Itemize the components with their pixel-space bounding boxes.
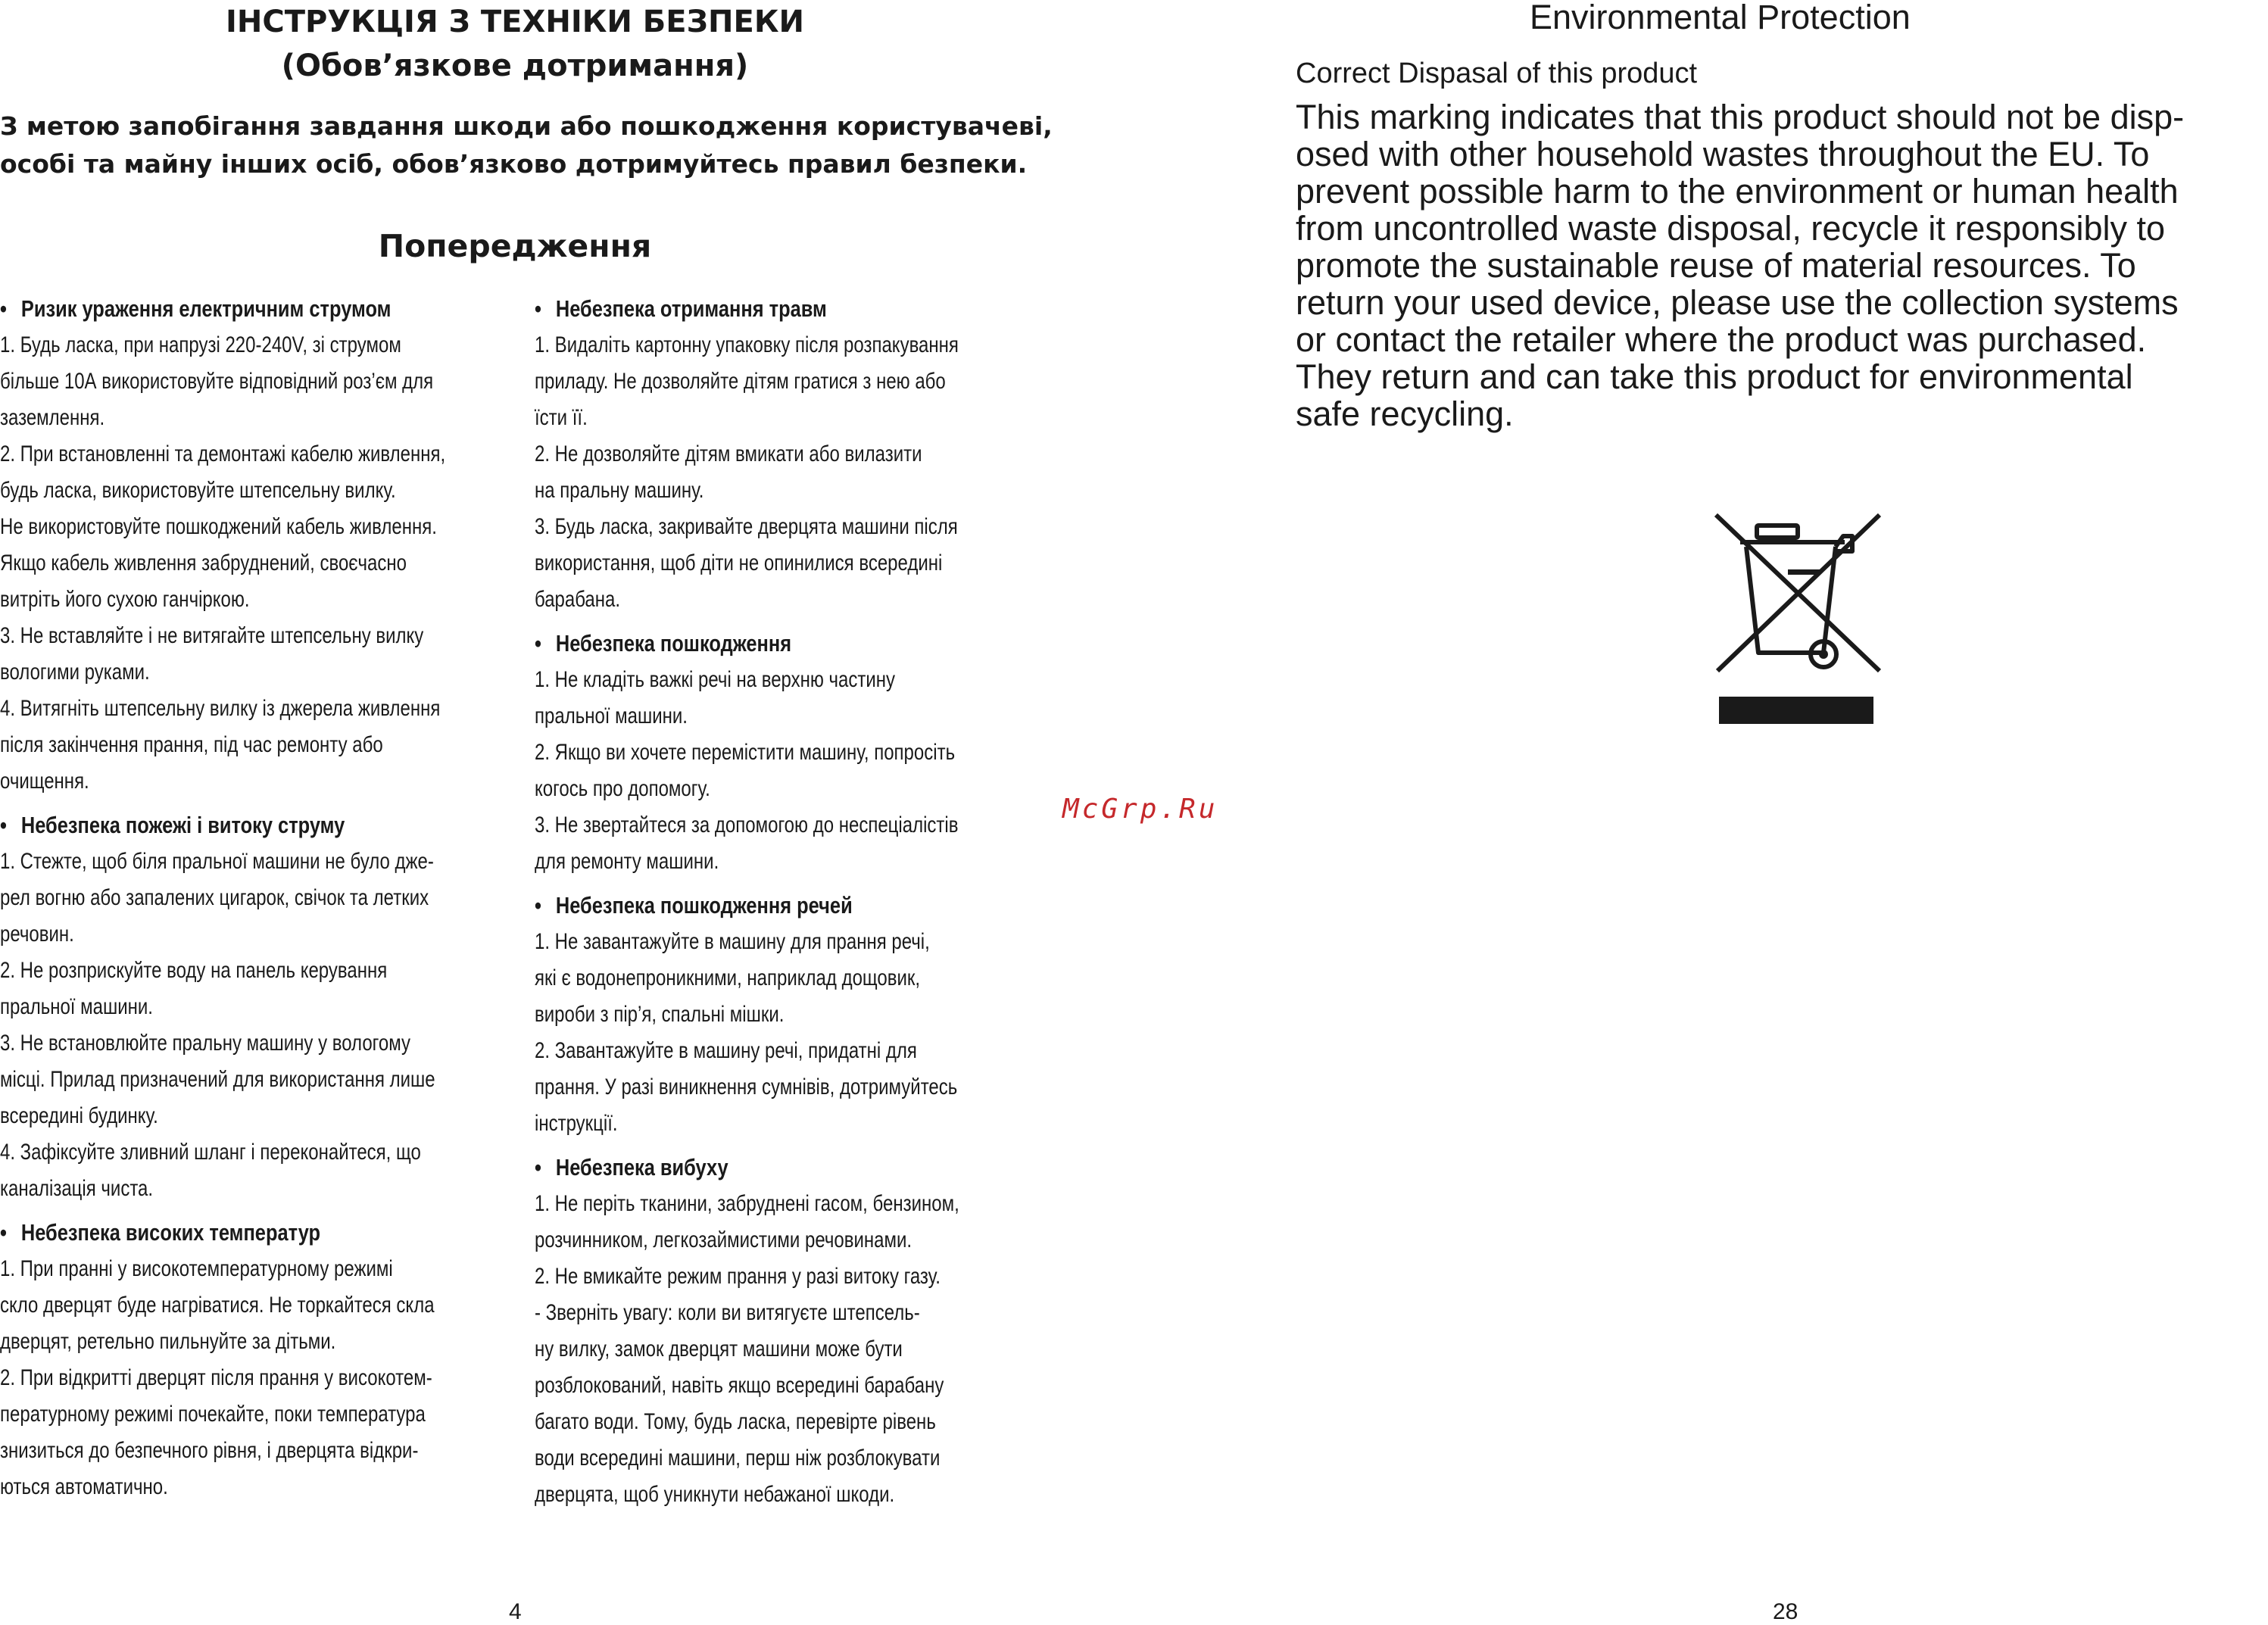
disposal-text-line: from uncontrolled waste disposal, recycle it responsibly to (1296, 209, 2166, 248)
warning-text-line: когось про допомогу. (535, 776, 710, 801)
bullet-icon: • (0, 812, 7, 838)
warnings-column-2 (535, 291, 1050, 1513)
warning-heading (535, 887, 957, 924)
warning-text-line: речовин. (0, 922, 74, 947)
intro-line: З метою запобігання завдання шкоди або пошкодження користувачеві, (0, 111, 1053, 141)
disposal-text-line: safe recycling. (1296, 395, 1514, 433)
warning-text-line: будь ласка, використовуйте штепсельну вилку. (0, 478, 396, 503)
warning-heading (0, 807, 410, 844)
warning-heading (0, 291, 410, 327)
warning-text-line: води всередині машини, перш ніж розблокувати (535, 1446, 941, 1471)
warning-text-line: 2. Не дозволяйте дітям вмикати або вилазити (535, 441, 922, 466)
bullet-icon: • (535, 1154, 541, 1181)
warning-text-line: дверцят, ретельно пильнуйте за дітьми. (0, 1329, 336, 1354)
warning-heading-text: Небезпека отримання травм (555, 295, 827, 322)
warning-text-line: 1. Не завантажуйте в машину для прання речі, (535, 929, 930, 954)
warning-text-line: вироби з пір’я, спальні мішки. (535, 1002, 785, 1027)
warning-text-line: інструкції. (535, 1111, 618, 1136)
bullet-icon: • (535, 892, 541, 919)
warning-text-line: їсти її. (535, 405, 588, 430)
warning-text-line: 3. Будь ласка, закривайте дверцята машини після (535, 514, 958, 539)
section-title: Попередження (378, 228, 652, 264)
weee-crossed-bin-icon (1710, 509, 1886, 725)
warning-text-line: 1. Не періть тканини, забруднені гасом, бензином, (535, 1191, 959, 1216)
disposal-subtitle: Correct Dispasal of this product (1296, 58, 1698, 89)
warning-text-line: ються автоматично. (0, 1474, 168, 1499)
warning-heading (0, 1215, 410, 1251)
warning-text-line: Якщо кабель живлення забруднений, своєчасно (0, 551, 407, 575)
warning-text-line: на пральну машину. (535, 478, 704, 503)
bullet-icon: • (535, 295, 541, 322)
warning-text-line: 2. Якщо ви хочете перемістити машину, попросіть (535, 740, 956, 765)
warning-text-line: 1. При пранні у високотемпературному режимі (0, 1256, 393, 1281)
disposal-text-line: return your used device, please use the collection systems (1296, 283, 2179, 322)
environment-title: Environmental Protection (1530, 0, 1911, 36)
warning-text-line: пральної машини. (535, 703, 688, 728)
warning-text-line: які є водонепроникними, наприклад дощовик, (535, 965, 921, 990)
warning-text-line: 3. Не встановлюйте пральну машину у вологому (0, 1031, 411, 1056)
warnings-column-1 (0, 291, 500, 1505)
warning-text-line: 2. Не розприскуйте воду на панель керування (0, 958, 388, 983)
bullet-icon: • (535, 630, 541, 657)
warning-heading-text: Ризик ураження електричним струмом (20, 295, 392, 322)
warning-text-line: заземлення. (0, 405, 105, 430)
warning-text-line: 1. Видаліть картонну упаковку після розпакування (535, 332, 959, 357)
warning-text-line: Не використовуйте пошкоджений кабель живлення. (0, 514, 437, 539)
disposal-text-line: osed with other household wastes throughout the EU. To (1296, 135, 2150, 173)
intro-text (0, 108, 1060, 183)
warning-text-line: 1. Будь ласка, при напрузі 220-240V, зі струмом (0, 332, 401, 357)
intro-line: особі та майну інших осіб, обов’язково дотримуйтесь правил безпеки. (0, 149, 1028, 179)
warning-text-line: багато води. Тому, будь ласка, перевірте рівень (535, 1409, 936, 1434)
warning-heading-text: Небезпека пожежі і витоку струму (20, 812, 345, 838)
page-title: ІНСТРУКЦІЯ З ТЕХНІКИ БЕЗПЕКИ (225, 5, 805, 39)
warning-text-line: прання. У разі виникнення сумнівів, дотримуйтесь (535, 1074, 958, 1099)
warning-text-line: 2. При встановленні та демонтажі кабелю живлення, (0, 441, 446, 466)
warning-text-line: рел вогню або запалених цигарок, свічок та летких (0, 885, 429, 910)
warning-text-line: 3. Не вставляйте і не витягайте штепсельну вилку (0, 623, 424, 648)
warning-heading (535, 625, 957, 662)
disposal-text (1296, 98, 2265, 432)
warning-text-line: 1. Не кладіть важкі речі на верхню частину (535, 667, 896, 692)
watermark: McGrp.Ru (1062, 794, 1218, 825)
warning-text-line: більше 10А використовуйте відповідний роз’єм для (0, 369, 434, 394)
warning-heading-text: Небезпека пошкодження речей (555, 892, 853, 919)
warning-text-line: приладу. Не дозволяйте дітям гратися з нею або (535, 369, 946, 394)
warning-text-line: розчинником, легкозаймистими речовинами. (535, 1227, 913, 1252)
warning-text-line: 4. Зафіксуйте зливний шланг і переконайтеся, що (0, 1140, 421, 1165)
warning-text-line: дверцята, щоб уникнути небажаної шкоди. (535, 1482, 895, 1507)
warning-text-line: - Зверніть увагу: коли ви витягуєте штепсель- (535, 1300, 920, 1325)
warning-text-line: 2. Завантажуйте в машину речі, придатні для (535, 1038, 917, 1063)
warning-heading-text: Небезпека високих температур (20, 1219, 321, 1246)
warning-text-line: барабана. (535, 587, 621, 612)
warning-text-line: витріть його сухою ганчіркою. (0, 587, 250, 612)
warning-heading-text: Небезпека вибуху (555, 1154, 728, 1181)
bullet-icon: • (0, 1219, 7, 1246)
warning-text-line: знизиться до безпечного рівня, і дверцята відкри- (0, 1438, 419, 1463)
warning-heading (535, 291, 957, 327)
page-title-note: (Обов’язкове дотримання) (281, 48, 749, 83)
disposal-text-line: They return and can take this product for environmental (1296, 357, 2133, 396)
warning-text-line: каналізація чиста. (0, 1176, 154, 1201)
warning-text-line: після закінчення прання, під час ремонту або (0, 732, 383, 757)
warning-text-line: скло дверцят буде нагріватися. Не торкайтеся скла (0, 1293, 435, 1318)
warning-text-line: розблокований, навіть якщо всередині барабану (535, 1373, 944, 1398)
warning-text-line: для ремонту машини. (535, 849, 719, 874)
disposal-text-line: This marking indicates that this product should not be disp- (1296, 98, 2185, 136)
warning-text-line: 4. Витягніть штепсельну вилку із джерела живлення (0, 696, 441, 721)
warning-text-line: 2. Не вмикайте режим прання у разі витоку газу. (535, 1264, 941, 1289)
warning-heading (535, 1149, 957, 1186)
disposal-text-line: prevent possible harm to the environment or human health (1296, 172, 2179, 211)
warning-text-line: пральної машини. (0, 994, 153, 1019)
warning-text-line: 1. Стежте, щоб біля пральної машини не було дже- (0, 849, 434, 874)
page-number-left: 4 (509, 1599, 522, 1624)
warning-heading-text: Небезпека пошкодження (555, 630, 792, 657)
warning-text-line: місці. Прилад призначений для використання лише (0, 1067, 435, 1092)
warning-text-line: пературному режимі почекайте, поки температура (0, 1402, 426, 1427)
disposal-text-line: or contact the retailer where the product was purchased. (1296, 320, 2147, 359)
warning-text-line: 2. При відкритті дверцят після прання у високотем- (0, 1365, 432, 1390)
disposal-text-line: promote the sustainable reuse of material resources. To (1296, 246, 2136, 285)
warning-text-line: очищення. (0, 769, 89, 794)
warning-text-line: використання, щоб діти не опинилися всередині (535, 551, 943, 575)
warning-text-line: всередині будинку. (0, 1103, 158, 1128)
warning-text-line: 3. Не звертайтеся за допомогою до неспеціалістів (535, 812, 959, 837)
page-number-right: 28 (1773, 1599, 1798, 1624)
bullet-icon: • (0, 295, 7, 322)
warning-text-line: вологими руками. (0, 660, 150, 685)
warning-text-line: ну вилку, замок дверцят машини може бути (535, 1336, 903, 1361)
